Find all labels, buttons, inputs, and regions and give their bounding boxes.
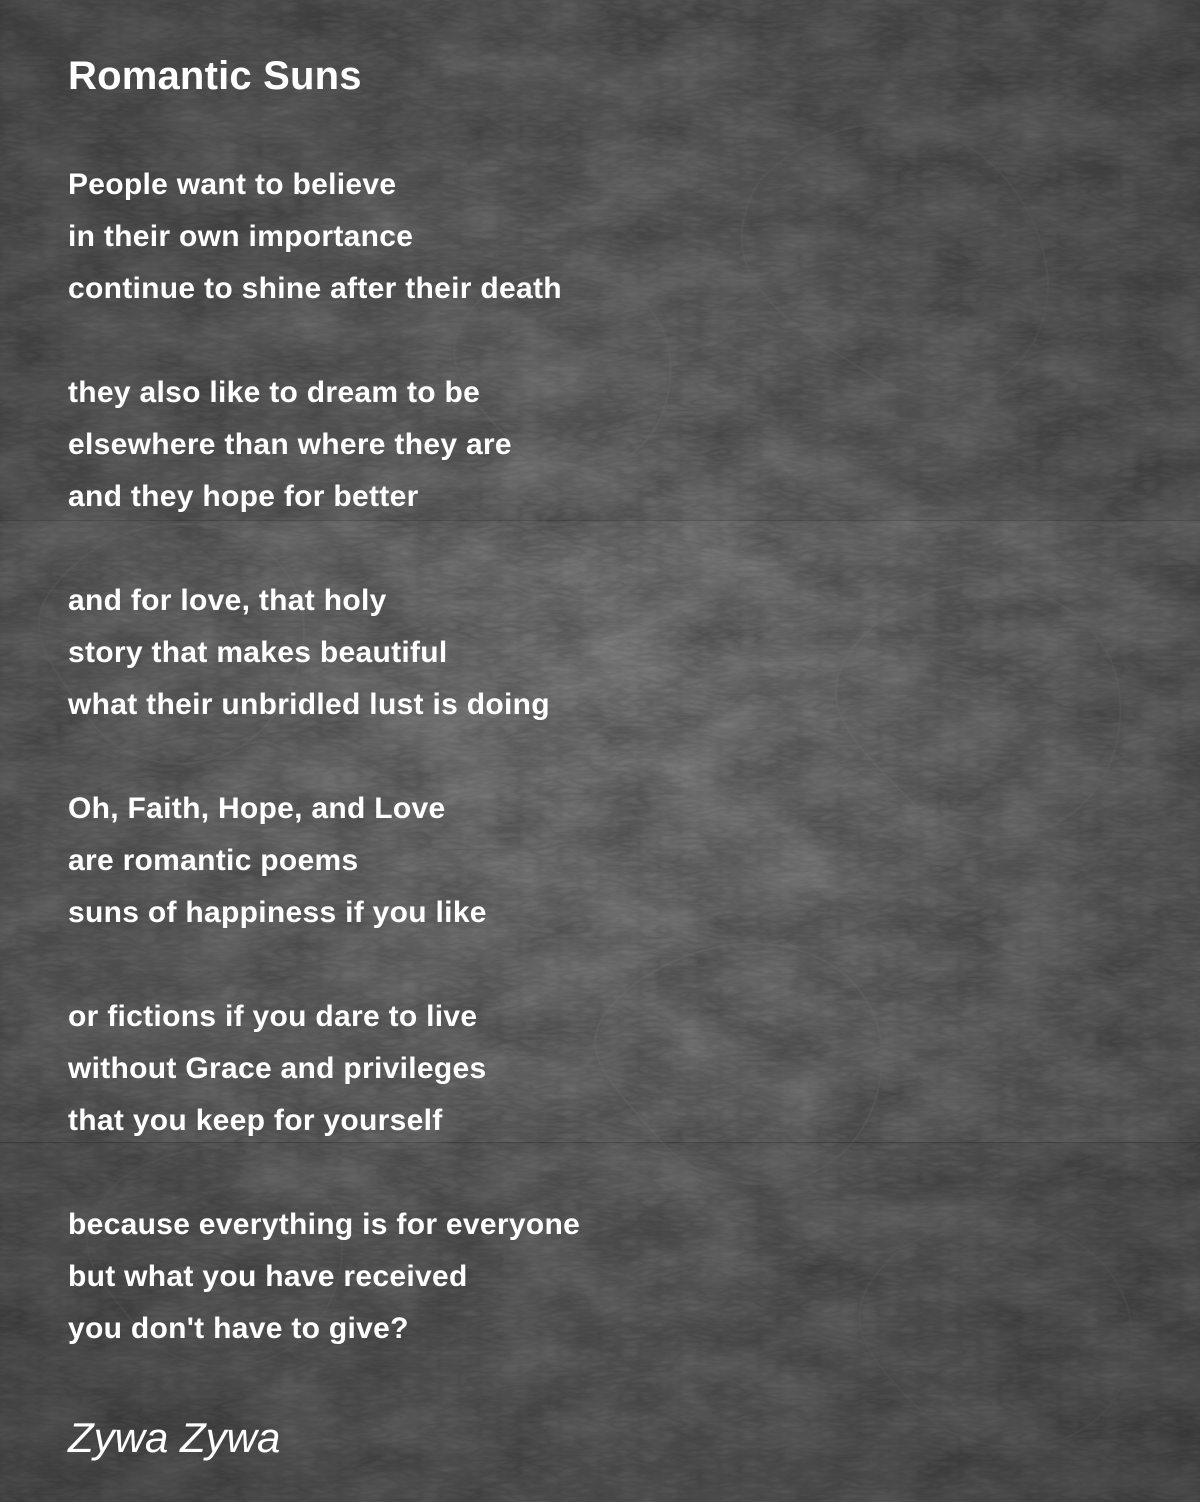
stanza: [68, 367, 1148, 523]
poem-line: that you keep for yourself: [68, 1104, 443, 1137]
stanza: [68, 159, 1148, 315]
poem-line: and they hope for better: [68, 480, 419, 513]
poem-line: and for love, that holy: [68, 584, 387, 617]
stanza: [68, 575, 1148, 731]
poem-line: in their own importance: [68, 220, 414, 253]
poem-line: story that makes beautiful: [68, 636, 448, 669]
poem-line: you don't have to give?: [68, 1312, 409, 1345]
poem-line: or fictions if you dare to live: [68, 1000, 478, 1033]
stanza: [68, 991, 1148, 1147]
poem-line: but what you have received: [68, 1260, 468, 1293]
poem-line: continue to shine after their death: [68, 272, 562, 305]
poem-line: without Grace and privileges: [68, 1052, 487, 1085]
poem-line: are romantic poems: [68, 844, 359, 877]
poem-line: because everything is for everyone: [68, 1208, 581, 1241]
poem-line: what their unbridled lust is doing: [68, 688, 550, 721]
poem-line: suns of happiness if you like: [68, 896, 487, 929]
poem-author: Zywa Zywa: [68, 1414, 281, 1461]
poem-line: Oh, Faith, Hope, and Love: [68, 792, 446, 825]
poem-line: they also like to dream to be: [68, 376, 481, 409]
poem-line: People want to believe: [68, 168, 397, 201]
poem-card: [68, 52, 1148, 1463]
poem-body: [68, 159, 1148, 1355]
poem-line: elsewhere than where they are: [68, 428, 512, 461]
stanza: [68, 783, 1148, 939]
poem-title: Romantic Suns: [68, 54, 362, 98]
stanza: [68, 1199, 1148, 1355]
